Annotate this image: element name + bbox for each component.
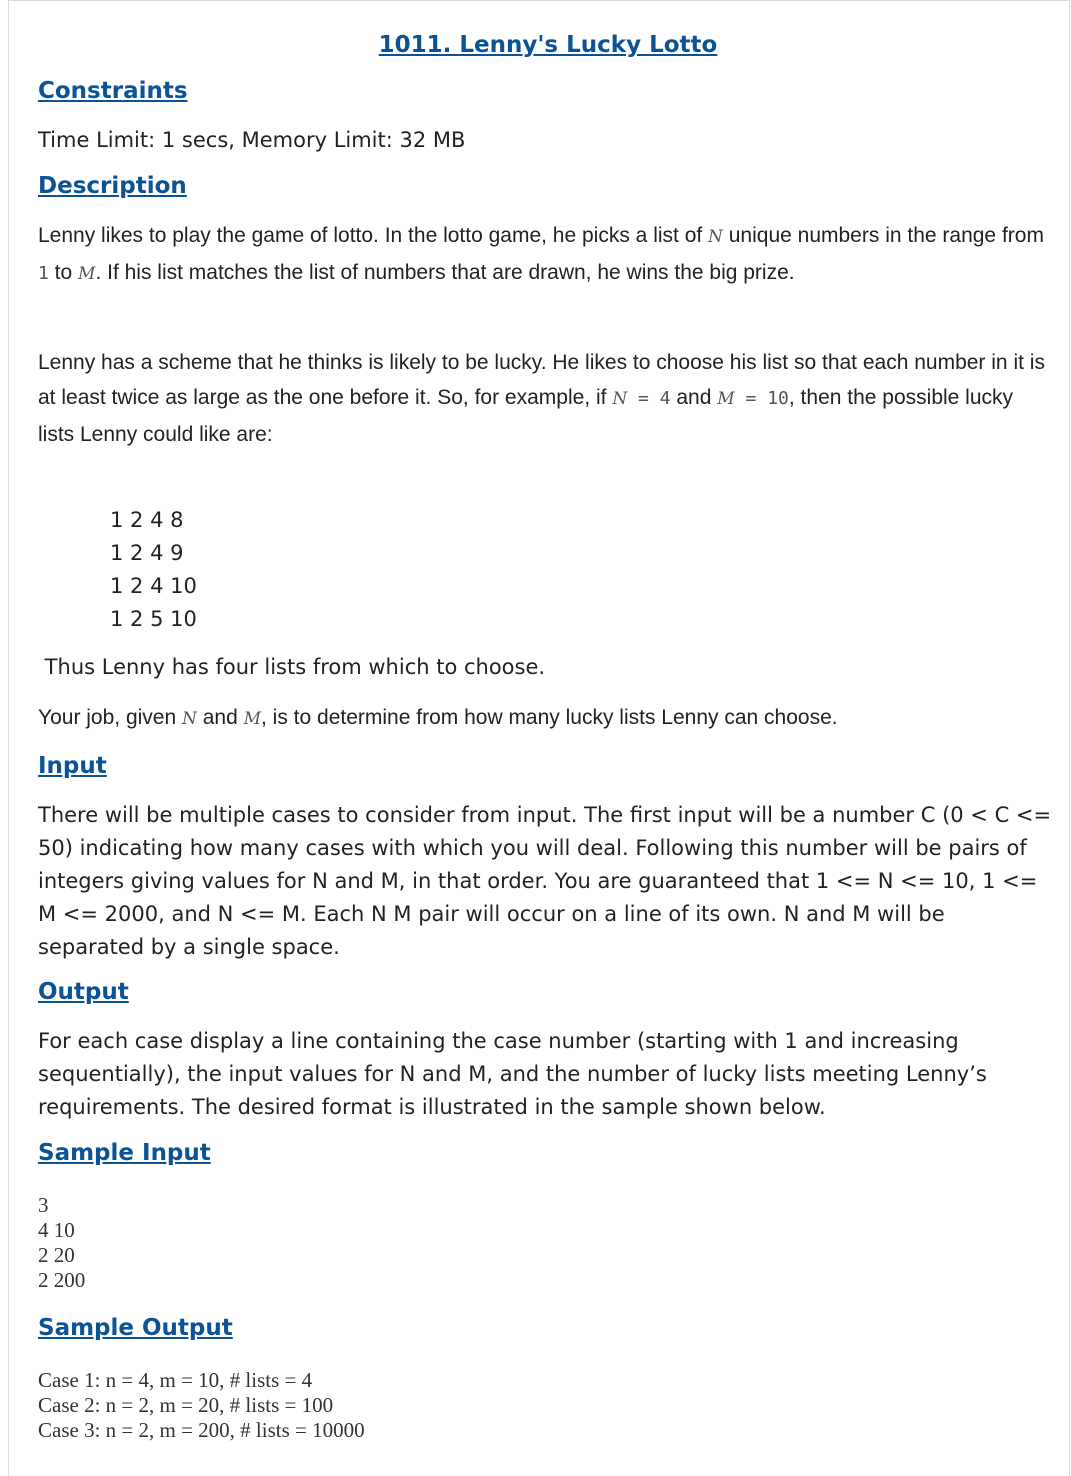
lucky-list-item: 1 2 4 9 [110, 541, 184, 565]
description-paragraph-4: Your job, given N and M, is to determine from how many lucky lists Lenny can choose. [38, 706, 838, 729]
constraints-text: Time Limit: 1 secs, Memory Limit: 32 MB [38, 128, 466, 152]
sample-input-heading: Sample Input [38, 1140, 211, 1166]
input-text: There will be multiple cases to consider from input. The first input will be a number C (0 < C <= 50) indicating how many cases with which you will deal. Following this number will be pairs of integers giving values for N and M, in that order. You are guaranteed that 1 <= N <= 10, 1 <= M <= 2000, and N <= M. Each N M pair will occur on a line of its own. N and M will be separated by a single space. [38, 803, 1052, 959]
output-text: For each case display a line containing the case number (starting with 1 and increasing sequentially), the input values for N and M, and the number of lucky lists meeting Lenny’s requirements. The desired format is illustrated in the sample shown below. [38, 1029, 987, 1119]
description-paragraph-2: Lenny has a scheme that he thinks is likely to be lucky. He likes to choose his list so that each number in it is at least twice as large as the one before it. So, for example, if N = 4 and M = 10, then the possible lucky lists Lenny could like are: [38, 351, 1045, 446]
description-paragraph-3: Thus Lenny has four lists from which to choose. [38, 655, 546, 679]
lucky-lists [110, 504, 197, 636]
sample-output-block: Case 1: n = 4, m = 10, # lists = 4 Case 2: n = 2, m = 20, # lists = 100 Case 3: n = 2, m = 200, # lists = 10000 [38, 1368, 365, 1442]
description-paragraph-1: Lenny likes to play the game of lotto. In the lotto game, he picks a list of N unique numbers in the range from 1 to M. If his list matches the list of numbers that are drawn, he wins the big prize. [38, 224, 1044, 284]
sample-input-block: 3 4 10 2 20 2 200 [38, 1193, 86, 1292]
output-heading: Output [38, 979, 129, 1005]
sample-output-heading: Sample Output [38, 1315, 233, 1341]
input-heading: Input [38, 753, 107, 779]
lucky-list-item: 1 2 4 10 [110, 574, 197, 598]
lucky-list-item: 1 2 4 8 [110, 508, 184, 532]
var-m: M [78, 264, 96, 284]
constraints-heading: Constraints [38, 78, 188, 104]
var-n: N [708, 227, 723, 247]
problem-title-link[interactable]: 1011. Lenny's Lucky Lotto [378, 32, 718, 58]
problem-title [38, 32, 1058, 58]
description-heading: Description [38, 173, 187, 199]
lucky-list-item: 1 2 5 10 [110, 607, 197, 631]
